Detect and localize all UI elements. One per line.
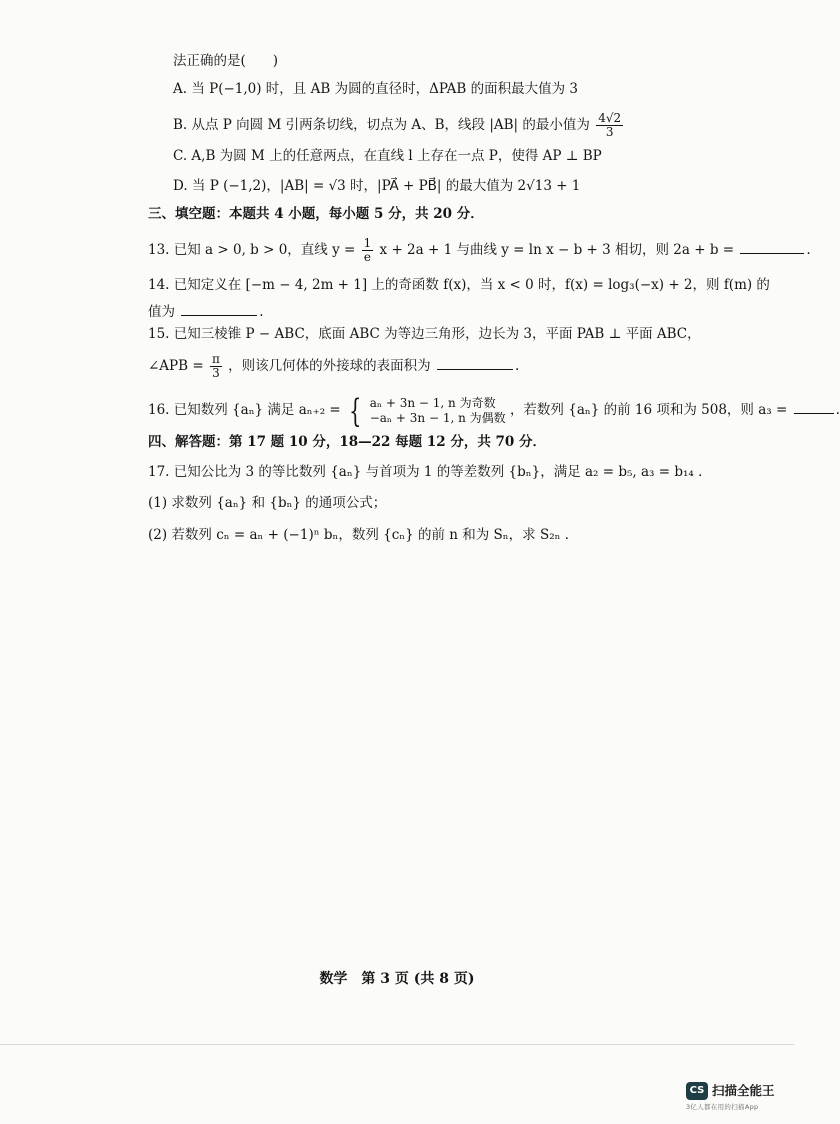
page-footer: 数学 第 3 页 (共 8 页) [319, 971, 475, 987]
q16 [148, 392, 840, 428]
q15-fraction [210, 353, 222, 380]
q15-line2 [148, 346, 519, 386]
q12-lead: 法正确的是( ) [173, 53, 279, 69]
q12-option-b-text: B. 从点 P 向圆 M 引两条切线，切点为 A、B，线段 |AB| 的最小值为 [173, 117, 590, 133]
q16-text-before: 16. 已知数列 {aₙ} 满足 aₙ₊₂ = [148, 402, 341, 418]
fraction-numerator: 1 [363, 236, 372, 250]
q13 [148, 230, 811, 270]
q16-case-even: −aₙ + 3n − 1, n 为偶数 [369, 410, 506, 425]
camscanner-logo-icon: CS [686, 1082, 708, 1100]
q16-piecewise-cases [370, 396, 506, 426]
left-brace: { [349, 391, 362, 430]
q17-part-1: (1) 求数列 {aₙ} 和 {bₙ} 的通项公式； [148, 495, 387, 511]
q13-fraction [362, 237, 374, 264]
q14-line2 [148, 301, 264, 321]
section-3-heading: 三、填空题：本题共 4 小题，每小题 5 分，共 20 分． [148, 206, 484, 222]
q15-text-after: ，则该几何体的外接球的表面积为 [228, 358, 431, 374]
q14-line2-text: 值为 [148, 304, 175, 320]
q15-line1: 15. 已知三棱锥 P − ABC，底面 ABC 为等边三角形，边长为 3，平面 PAB ⊥ 平面 ABC， [148, 326, 701, 342]
q16-case-odd: aₙ + 3n − 1, n 为奇数 [369, 395, 496, 410]
q13-text-before: 13. 已知 a > 0, b > 0，直线 y = [148, 242, 356, 258]
q17-part-2: (2) 若数列 cₙ = aₙ + (−1)ⁿ bₙ，数列 {cₙ} 的前 n 和为 Sₙ，求 S₂ₙ ． [148, 527, 579, 543]
q12-option-a: A. 当 P(−1,0) 时，且 AB 为圆的直径时，ΔPAB 的面积最大值为 3 [173, 81, 578, 97]
fraction-denominator: 3 [212, 366, 220, 380]
q13-text-after: x + 2a + 1 与曲线 y = ln x − b + 3 相切，则 2a + b = [379, 242, 735, 258]
q12-option-d: D. 当 P (−1,2)，|AB| = √3 时，|PA⃗ + PB⃗| 的最大值为 2√13 + 1 [173, 178, 581, 194]
q17-stem: 17. 已知公比为 3 的等比数列 {aₙ} 与首项为 1 的等差数列 {bₙ}，满足 a₂ = b₅, a₃ = b₁₄ ． [148, 464, 712, 480]
q14-line1: 14. 已知定义在 [−m − 4, 2m + 1] 上的奇函数 f(x)，当 x < 0 时，f(x) = log₃(−x) + 2，则 f(m) 的 [148, 277, 770, 293]
fraction-denominator: e [363, 250, 371, 264]
q13-answer-blank[interactable] [740, 239, 804, 254]
q12-option-c: C. A,B 为圆 M 上的任意两点，在直线 l 上存在一点 P，使得 AP ⊥ BP [173, 148, 602, 164]
q12-option-b-fraction [596, 112, 623, 139]
q16-text-after: ，若数列 {aₙ} 的前 16 项和为 508，则 a₃ = [509, 402, 788, 418]
q16-end: . [835, 402, 840, 418]
fraction-denominator: 3 [605, 125, 614, 139]
q15-answer-blank[interactable] [437, 355, 513, 370]
q15-text-before: ∠APB = [148, 358, 204, 374]
fraction-numerator: π [211, 352, 220, 366]
q14-end: . [259, 304, 264, 320]
q13-end: . [806, 242, 811, 258]
scan-edge-divider [0, 1044, 794, 1045]
section-4-heading: 四、解答题：第 17 题 10 分，18—22 每题 12 分，共 70 分． [148, 434, 547, 450]
camscanner-tagline: 3亿人都在用的扫描App [686, 1103, 759, 1111]
camscanner-brand-name: 扫描全能王 [712, 1083, 775, 1098]
fraction-numerator: 4√2 [598, 111, 622, 125]
q16-answer-blank[interactable] [794, 399, 834, 414]
q12-option-b [173, 108, 625, 142]
q14-answer-blank[interactable] [181, 301, 257, 316]
q15-end: . [514, 358, 520, 374]
